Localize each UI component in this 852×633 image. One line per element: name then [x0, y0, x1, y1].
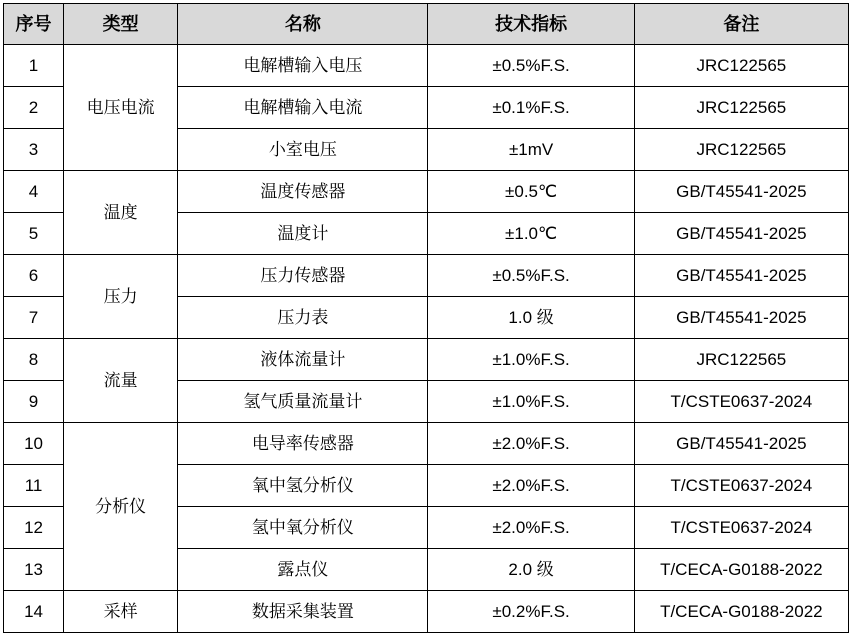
- cell-spec: ±0.5℃: [428, 171, 634, 213]
- cell-type: 压力: [64, 255, 178, 339]
- cell-index: 3: [4, 129, 64, 171]
- cell-note: T/CSTE0637-2024: [634, 507, 848, 549]
- cell-spec: ±2.0%F.S.: [428, 423, 634, 465]
- cell-spec: ±0.2%F.S.: [428, 591, 634, 633]
- column-header-spec: 技术指标: [428, 4, 634, 45]
- cell-note: T/CSTE0637-2024: [634, 381, 848, 423]
- cell-note: T/CSTE0637-2024: [634, 465, 848, 507]
- cell-index: 6: [4, 255, 64, 297]
- cell-name: 露点仪: [178, 549, 428, 591]
- cell-name: 电解槽输入电流: [178, 87, 428, 129]
- column-header-name: 名称: [178, 4, 428, 45]
- cell-spec: 2.0 级: [428, 549, 634, 591]
- cell-index: 1: [4, 45, 64, 87]
- cell-type: 采样: [64, 591, 178, 633]
- cell-index: 10: [4, 423, 64, 465]
- table-row: [4, 255, 849, 297]
- cell-type: 流量: [64, 339, 178, 423]
- cell-note: GB/T45541-2025: [634, 255, 848, 297]
- cell-note: JRC122565: [634, 339, 848, 381]
- cell-name: 氧中氢分析仪: [178, 465, 428, 507]
- cell-note: GB/T45541-2025: [634, 297, 848, 339]
- cell-type: 分析仪: [64, 423, 178, 591]
- cell-name: 小室电压: [178, 129, 428, 171]
- cell-index: 11: [4, 465, 64, 507]
- cell-index: 13: [4, 549, 64, 591]
- cell-spec: ±0.5%F.S.: [428, 45, 634, 87]
- cell-note: GB/T45541-2025: [634, 213, 848, 255]
- cell-note: T/CECA-G0188-2022: [634, 591, 848, 633]
- table-header: [4, 4, 849, 45]
- specification-table: [3, 3, 849, 633]
- table-row: [4, 423, 849, 465]
- cell-index: 4: [4, 171, 64, 213]
- cell-note: JRC122565: [634, 129, 848, 171]
- column-header-type: 类型: [64, 4, 178, 45]
- cell-spec: ±2.0%F.S.: [428, 465, 634, 507]
- cell-index: 14: [4, 591, 64, 633]
- cell-note: GB/T45541-2025: [634, 171, 848, 213]
- cell-spec: ±1.0℃: [428, 213, 634, 255]
- cell-name: 电导率传感器: [178, 423, 428, 465]
- cell-index: 9: [4, 381, 64, 423]
- cell-name: 氢中氧分析仪: [178, 507, 428, 549]
- cell-index: 2: [4, 87, 64, 129]
- cell-name: 数据采集装置: [178, 591, 428, 633]
- cell-spec: ±0.5%F.S.: [428, 255, 634, 297]
- cell-note: GB/T45541-2025: [634, 423, 848, 465]
- cell-index: 5: [4, 213, 64, 255]
- table-row: [4, 591, 849, 633]
- table-header-row: [4, 4, 849, 45]
- cell-name: 氢气质量流量计: [178, 381, 428, 423]
- column-header-note: 备注: [634, 4, 848, 45]
- column-header-index: 序号: [4, 4, 64, 45]
- cell-note: JRC122565: [634, 45, 848, 87]
- cell-name: 液体流量计: [178, 339, 428, 381]
- cell-note: T/CECA-G0188-2022: [634, 549, 848, 591]
- cell-spec: ±1mV: [428, 129, 634, 171]
- cell-type: 温度: [64, 171, 178, 255]
- table-row: [4, 339, 849, 381]
- cell-index: 7: [4, 297, 64, 339]
- table-row: [4, 171, 849, 213]
- cell-index: 12: [4, 507, 64, 549]
- cell-spec: ±0.1%F.S.: [428, 87, 634, 129]
- cell-type: 电压电流: [64, 45, 178, 171]
- cell-name: 电解槽输入电压: [178, 45, 428, 87]
- cell-spec: ±1.0%F.S.: [428, 381, 634, 423]
- cell-name: 压力传感器: [178, 255, 428, 297]
- table-row: [4, 45, 849, 87]
- cell-name: 温度传感器: [178, 171, 428, 213]
- spec-table-container: [0, 3, 852, 628]
- cell-spec: 1.0 级: [428, 297, 634, 339]
- cell-index: 8: [4, 339, 64, 381]
- cell-note: JRC122565: [634, 87, 848, 129]
- table-body: [4, 45, 849, 633]
- cell-spec: ±2.0%F.S.: [428, 507, 634, 549]
- cell-name: 温度计: [178, 213, 428, 255]
- cell-spec: ±1.0%F.S.: [428, 339, 634, 381]
- cell-name: 压力表: [178, 297, 428, 339]
